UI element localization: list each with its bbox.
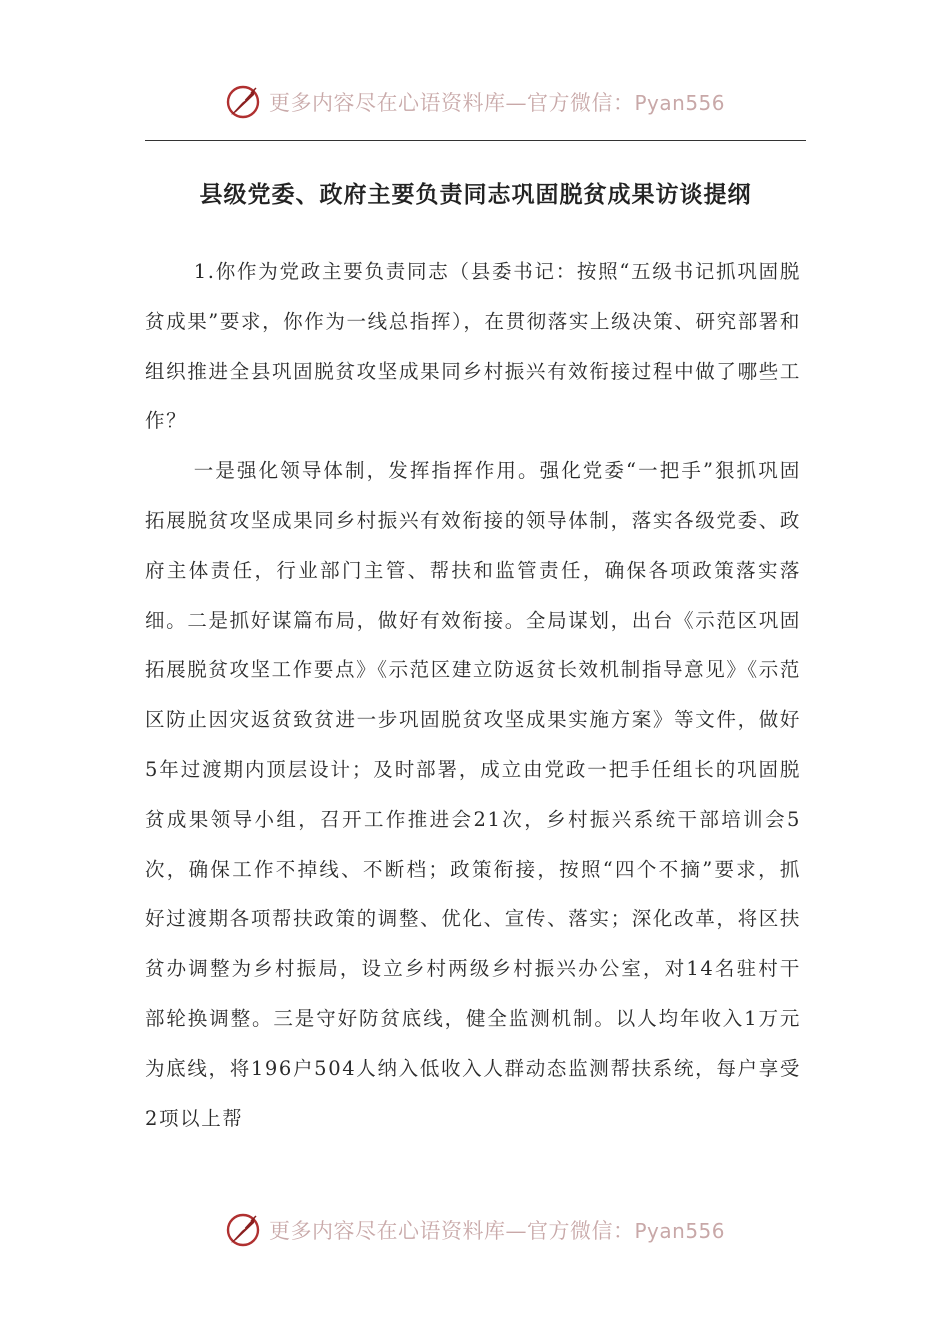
document-body <box>145 247 801 1143</box>
footer-watermark <box>0 1210 950 1250</box>
paragraph-question: 1.你作为党政主要负责同志（县委书记：按照“五级书记抓巩固脱贫成果”要求，你作为一线总指挥），在贯彻落实上级决策、研究部署和组织推进全县巩固脱贫攻坚成果同乡村振兴有效衔接过程中做了哪些工作？ <box>145 260 801 433</box>
document-title: 县级党委、政府主要负责同志巩固脱贫成果访谈提纲 <box>199 182 752 208</box>
paragraph-answer: 一是强化领导体制，发挥指挥作用。强化党委“一把手”狠抓巩固拓展脱贫攻坚成果同乡村振兴有效衔接的领导体制，落实各级党委、政府主体责任，行业部门主管、帮扶和监管责任，确保各项政策落实落细。二是抓好谋篇布局，做好有效衔接。全局谋划，出台《示范区巩固拓展脱贫攻坚工作要点》《示范区建立防返贫长效机制指导意见》《示范区防止因灾返贫致贫进一步巩固脱贫攻坚成果实施方案》等文件，做好5年过渡期内顶层设计；及时部署，成立由党政一把手任组长的巩固脱贫成果领导小组，召开工作推进会21次，乡村振兴系统干部培训会5次，确保工作不掉线、不断档；政策衔接，按照“四个不摘”要求，抓好过渡期各项帮扶政策的调整、优化、宣传、落实；深化改革，将区扶贫办调整为乡村振局，设立乡村两级乡村振兴办公室，对14名驻村干部轮换调整。三是守好防贫底线，健全监测机制。以人均年收入1万元为底线，将196户504人纳入低收入人群动态监测帮扶系统，每户享受2项以上帮 <box>145 459 801 1130</box>
header-watermark <box>0 82 950 122</box>
watermark-text: 更多内容尽在心语资料库—官方微信：Pyan556 <box>268 1219 725 1243</box>
quill-pen-logo-icon <box>225 84 261 120</box>
watermark-wechat-id: Pyan556 <box>634 1219 725 1243</box>
quill-pen-logo-icon <box>225 1212 261 1248</box>
watermark-wechat-id: Pyan556 <box>634 91 725 115</box>
watermark-text: 更多内容尽在心语资料库—官方微信：Pyan556 <box>268 91 725 115</box>
header-divider <box>145 140 806 141</box>
